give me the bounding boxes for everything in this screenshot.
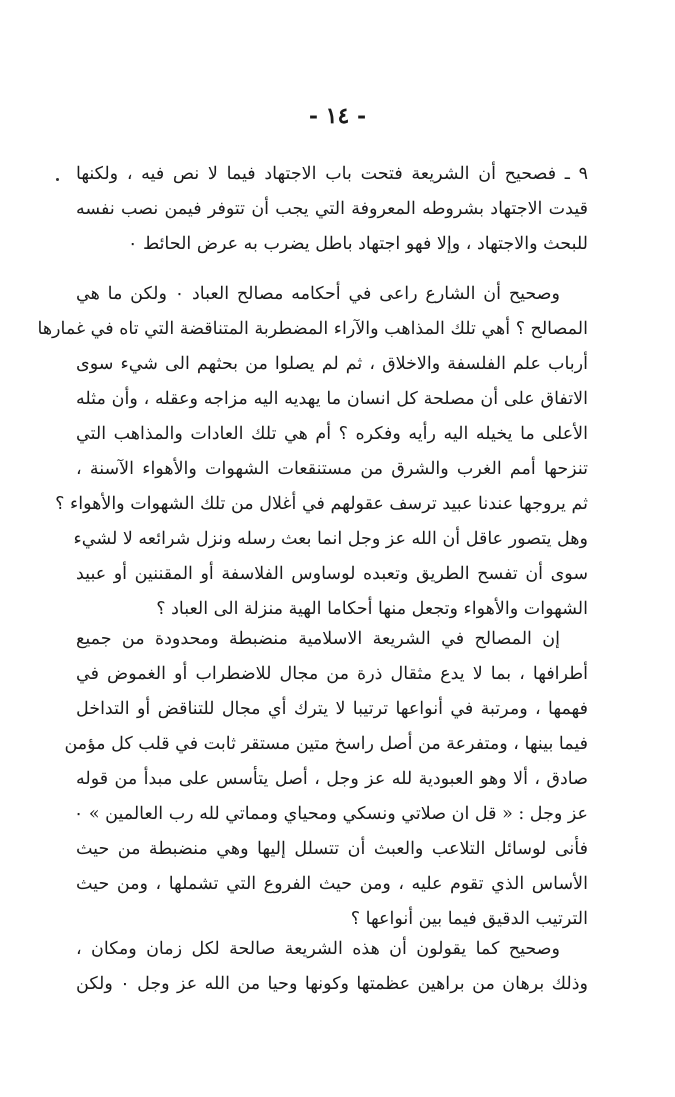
paragraph-line: أرباب علم الفلسفة والاخلاق ، ثم لم يصلوا من بحثهم الى شيء سوى: [76, 354, 588, 374]
paragraph-line: الاتفاق على أن مصلحة كل انسان ما يهديه اليه مزاجه وعقله ، وأن مثله: [76, 389, 588, 409]
paragraph-3: [64, 622, 588, 937]
paragraph-line: وذلك برهان من براهين عظمتها وكونها وحيا من الله عز وجل ٠ ولكن: [76, 974, 588, 994]
paragraph-line: ٩ ـ فصحيح أن الشريعة فتحت باب الاجتهاد فيما لا نص فيه ، ولكنها: [76, 164, 588, 184]
paragraph-line: عز وجل : « قل ان صلاتي ونسكي ومحياي ومماتي لله رب العالمين » ٠: [73, 804, 588, 824]
page-number: - ١٤ -: [308, 103, 367, 129]
paragraph-4: [76, 932, 588, 1002]
paragraph-line: الأعلى ما يخيله اليه رأيه وفكره ؟ أم هي تلك العادات والمذاهب التي: [76, 424, 588, 444]
paragraph-line: الأساس الذي تقوم عليه ، ومن حيث الفروع التي تشملها ، ومن حيث: [76, 874, 588, 894]
paragraph-line: المصالح ؟ أهي تلك المذاهب والآراء المضطربة المتناقضة التي تاه في غمارها: [37, 319, 588, 339]
paragraph-line: وصحيح أن الشارع راعى في أحكامه مصالح العباد ٠ ولكن ما هي: [76, 284, 560, 304]
paragraph-line: أطرافها ، بما لا يدع مثقال ذرة من مجال للاضطراب أو الغموض في: [76, 664, 588, 684]
paragraph-line: الترتيب الدقيق فيما بين أنواعها ؟: [350, 909, 588, 929]
paragraph-line: فأنى لوسائل التلاعب والعبث أن تتسلل إليها وهي منضبطة من حيث: [76, 839, 588, 859]
paragraph-line: صادق ، ألا وهو العبودية لله عز وجل ، أصل يتأسس على مبدأ من قوله: [76, 769, 588, 789]
stray-ink-mark: [56, 178, 59, 181]
paragraph-line: قيدت الاجتهاد بشروطه المعروفة التي يجب أن تتوفر فيمن نصب نفسه: [76, 199, 588, 219]
paragraph-line: ثم يروجها عندنا عبيد ترسف عقولهم في أغلال من تلك الشهوات والأهواء ؟: [55, 494, 588, 514]
paragraph-line: للبحث والاجتهاد ، وإلا فهو اجتهاد باطل يضرب به عرض الحائط ٠: [127, 234, 588, 254]
paragraph-line: وهل يتصور عاقل أن الله عز وجل انما بعث رسله ونزل شرائعه لا لشيء: [73, 529, 588, 549]
paragraph-line: الشهوات والأهواء وتجعل منها أحكاما الهية منزلة الى العباد ؟: [156, 599, 588, 619]
paragraph-line: وصحيح كما يقولون أن هذه الشريعة صالحة لكل زمان ومكان ،: [76, 939, 560, 959]
paragraph-line: تنزحها أمم الغرب والشرق من مستنقعات الشهوات والأهواء الآسنة ،: [76, 459, 588, 479]
paragraph-line: إن المصالح في الشريعة الاسلامية منضبطة ومحدودة من جميع: [76, 629, 560, 649]
paragraph-2: [37, 277, 588, 627]
paragraph-line: فهمها ، ومرتبة في أنواعها ترتيبا لا يترك أي مجال للتناقض أو التداخل: [76, 699, 588, 719]
paragraph-line: سوى أن تفسح الطريق وتعبده لوساوس الفلاسفة أو المقننين أو عبيد: [76, 564, 588, 584]
paragraph-1: [76, 157, 588, 262]
paragraph-line: فيما بينها ، ومتفرعة من أصل راسخ متين مستقر ثابت في قلب كل مؤمن: [64, 734, 588, 754]
